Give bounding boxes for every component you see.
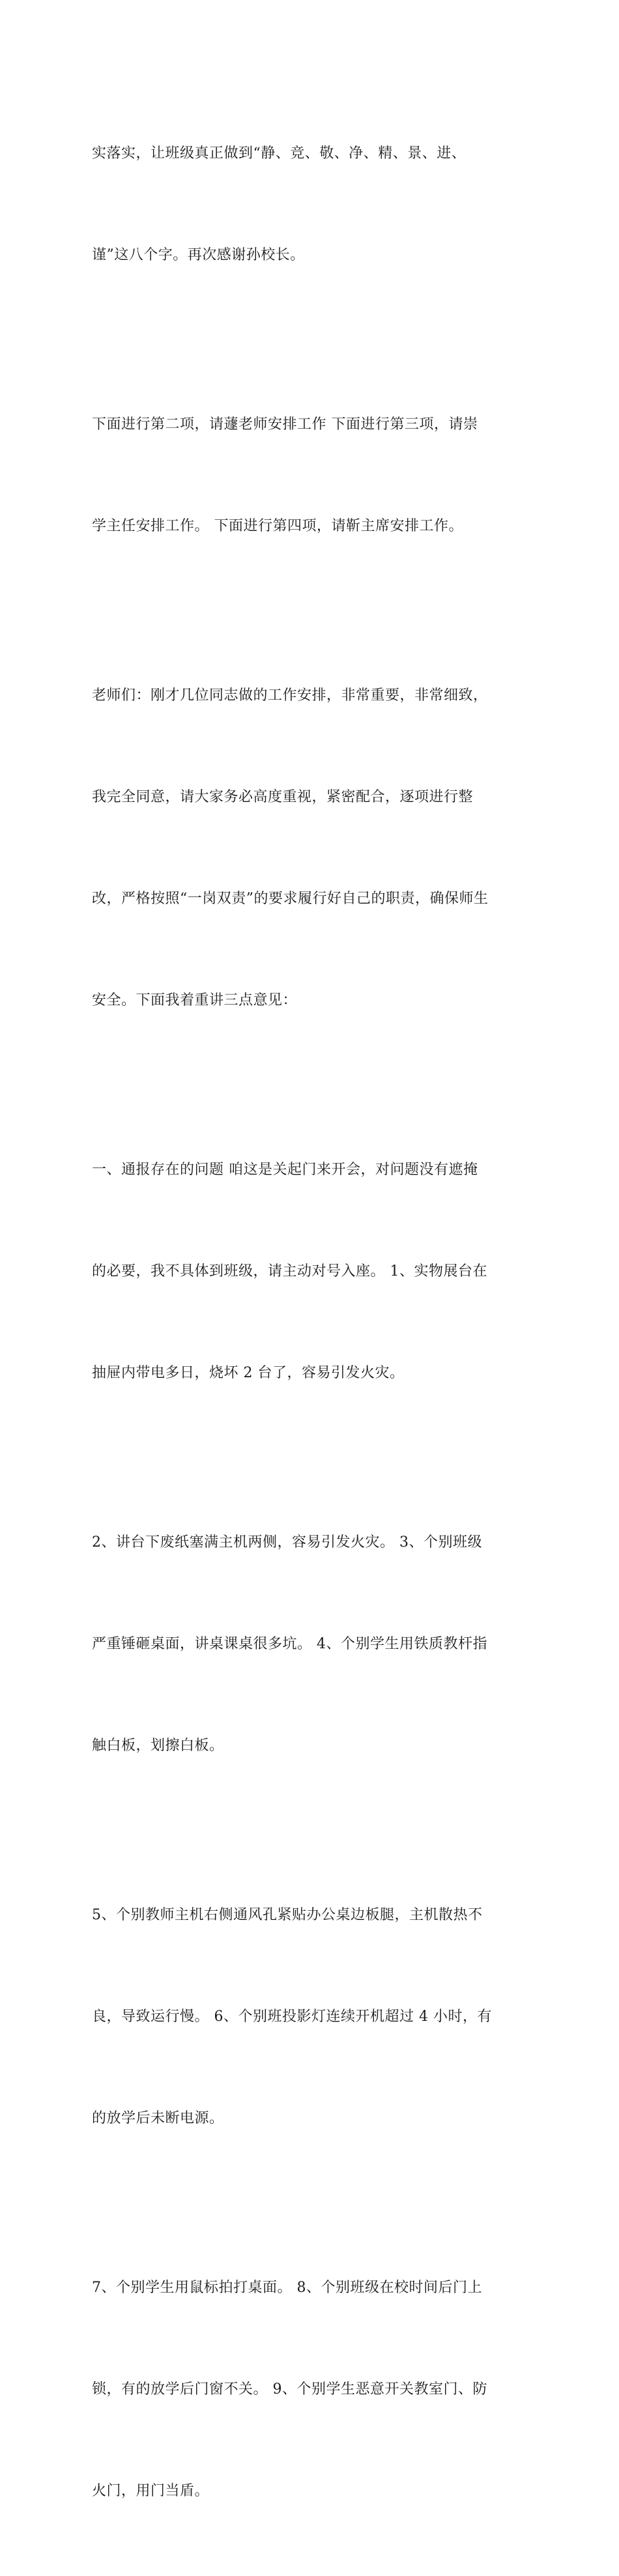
text-line: 的必要，我不具体到班级，请主动对号入座。 1、实物展台在 bbox=[92, 1263, 487, 1280]
text-line: 锁，有的放学后门窗不关。 9、个别学生恶意开关教室门、防 bbox=[92, 2381, 487, 2397]
text-line: 火门，用门当盾。 bbox=[92, 2483, 210, 2499]
paragraph-1 bbox=[92, 69, 528, 340]
text-line: 一、通报存在的问题 咱这是关起门来开会，对问题没有遮掩 bbox=[92, 1162, 478, 1178]
paragraph-4 bbox=[92, 1085, 528, 1458]
text-line: 触白板，划擦白板。 bbox=[92, 1738, 224, 1754]
text-line: 我完全同意，请大家务必高度重视，紧密配合，逐项进行整 bbox=[92, 789, 474, 805]
text-line: 实落实，让班级真正做到“静、竞、敬、净、精、景、进、 bbox=[92, 145, 467, 162]
text-line: 下面进行第二项，请蘧老师安排工作 下面进行第三项，请崇 bbox=[92, 416, 478, 433]
text-line: 5、个别教师主机右侧通风孔紧贴办公桌边板腿，主机散热不 bbox=[92, 1907, 483, 1923]
text-line: 7、个别学生用鼠标拍打桌面。 8、个别班级在校时间后门上 bbox=[92, 2280, 482, 2296]
paragraph-5 bbox=[92, 1458, 528, 1831]
text-line: 老师们：刚才几位同志做的工作安排，非常重要，非常细致， bbox=[92, 687, 488, 704]
text-line: 学主任安排工作。 下面进行第四项，请靳主席安排工作。 bbox=[92, 518, 463, 534]
paragraph-2 bbox=[92, 340, 528, 611]
text-line: 谨”这八个字。再次感谢孙校长。 bbox=[92, 247, 305, 263]
text-line: 严重锤砸桌面，讲桌课桌很多坑。 4、个别学生用铁质教杆指 bbox=[92, 1636, 487, 1652]
text-line: 改，严格按照“一岗双责”的要求履行好自己的职责，确保师生 bbox=[92, 891, 489, 907]
text-line: 的放学后未断电源。 bbox=[92, 2110, 224, 2126]
paragraph-3 bbox=[92, 611, 528, 1085]
document-body bbox=[92, 69, 528, 2576]
text-line: 抽屉内带电多日，烧坏 2 台了，容易引发火灾。 bbox=[92, 1365, 405, 1381]
text-line: 安全。下面我着重讲三点意见： bbox=[92, 992, 298, 1009]
paragraph-7 bbox=[92, 2203, 528, 2576]
text-line: 良，导致运行慢。 6、个别班投影灯连续开机超过 4 小时，有 bbox=[92, 2009, 492, 2025]
paragraph-6 bbox=[92, 1831, 528, 2203]
text-line: 2、讲台下废纸塞满主机两侧，容易引发火灾。 3、个别班级 bbox=[92, 1534, 482, 1551]
